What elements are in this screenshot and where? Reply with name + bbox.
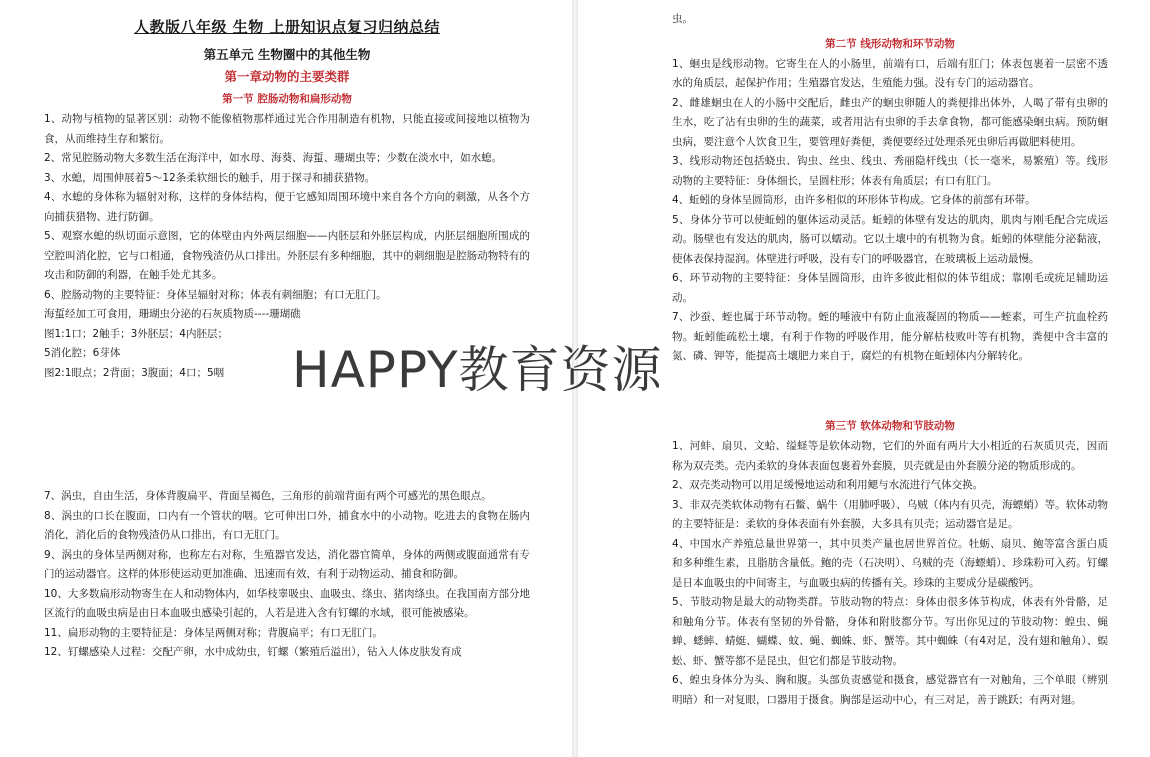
unit-heading: 第五单元 生物圈中的其他生物 [203,47,371,62]
paragraph: 5消化腔；6芽体 [44,347,121,359]
paragraph: 6、腔肠动物的主要特征：身体呈辐射对称；体表有刺细胞；有口无肛门。 [44,288,387,301]
paragraph: 4、中国水产养殖总量世界第一，其中贝类产量也居世界首位。牡蛎、扇贝、鲍等富含蛋白质和多种维生素，且脂肪含量低。鲍的壳（石决明）、乌贼的壳（海螵蛸）、珍珠粉可入药。钉螺是日本血吸虫的中间寄主，与血吸虫病的传播有关。珍珠的主要成分是碳酸钙。 [672,537,1108,589]
paragraph: 1、蛔虫是线形动物。它寄生在人的小肠里，前端有口，后端有肛门；体表包裹着一层密不透水的角质层，起保护作用；生殖器官发达，生殖能力强。没有专门的运动器官。 [672,57,1108,89]
section-heading-2: 第二节 线形动物和环节动物 [825,37,955,50]
paragraph: 9、涡虫的身体呈两侧对称，也称左右对称，生殖器官发达，消化器官简单，身体的两侧或腹面通常有专门的运动器官。这样的体形使运动更加准确、迅速而有效，有利于动物运动、捕食和防御。 [44,548,530,580]
right-page [578,0,1150,757]
left-block-a [44,110,530,383]
document-title: 人教版八年级 生物 上册知识点复习归纳总结 [134,18,440,36]
continued-text: 虫。 [672,13,693,25]
chapter-heading: 第一章动物的主要类群 [224,69,350,84]
paragraph: 5、观察水螅的纵切面示意图，它的体壁由内外两层细胞——内胚层和外胚层构成，内胚层细胞所围成的空腔叫消化腔，它与口相通，食物残渣仍从口排出。外胚层有多种细胞，其中的刺细胞是腔肠动物特有的攻击和防御的利器，在触手处尤其多。 [44,230,530,281]
watermark-text: HAPPY教育资源 [292,341,663,399]
paragraph: 4、蚯蚓的身体呈圆筒形，由许多相似的环形体节构成。它身体的前部有环带。 [672,194,1036,206]
paragraph: 3、线形动物还包括蛲虫、钩虫、丝虫、线虫、秀丽隐杆线虫（长一毫米，易繁殖）等。线形动物的主要特征：身体细长，呈圆柱形；体表有角质层；有口有肛门。 [672,155,1108,187]
paragraph: 11、扁形动物的主要特征是：身体呈两侧对称；背腹扁平；有口无肛门。 [44,626,383,639]
paragraph: 3、水螅，周围伸展着5～12条柔软细长的触手，用于探寻和捕获猎物。 [44,171,376,184]
paragraph: 2、双壳类动物可以用足缓慢地运动和利用鳃与水流进行气体交换。 [672,479,984,491]
paragraph: 5、节肢动物是最大的动物类群。节肢动物的特点：身体由很多体节构成，体表有外骨骼，足和触角分节。体表有坚韧的外骨骼，身体和附肢都分节。写出你见过的节肢动物：蝗虫、蝇蝉、蟋蟀、蜻蜓、蝴蝶、蚊、蝇、蜘蛛、虾、蟹等。其中蜘蛛（有4对足，没有翅和触角）、蜈蚣、虾、蟹等都不是昆虫，但它们都是节肢动物。 [672,596,1108,667]
paragraph: 3、非双壳类软体动物有石鳖、蜗牛（用肺呼吸）、乌贼（体内有贝壳，海螵蛸）等。软体动物的主要特征是：柔软的身体表面有外套膜，大多具有贝壳；运动器官是足。 [672,498,1108,530]
paragraph: 6、环节动物的主要特征：身体呈圆筒形，由许多彼此相似的体节组成；靠刚毛或疣足辅助运动。 [672,272,1108,304]
paragraph: 6、蝗虫身体分为头、胸和腹。头部负责感觉和摄食，感觉器官有一对触角，三个单眼（辨别明暗）和一对复眼，口器用于摄食。胸部是运动中心，有三对足，善于跳跃；有两对翅。 [672,674,1108,706]
section-heading-3: 第三节 软体动物和节肢动物 [825,420,955,432]
paragraph: 7、涡虫，自由生活，身体背腹扁平、背面呈褐色，三角形的前端背面有两个可感光的黑色眼点。 [44,490,492,502]
right-column-bottom [672,412,1108,710]
right-column-top [672,10,1108,367]
paragraph: 4、水螅的身体称为辐射对称，这样的身体结构，便于它感知周围环境中来自各个方向的刺激，从各个方向捕获猎物、进行防御。 [44,191,530,223]
paragraph: 2、雌雄蛔虫在人的小肠中交配后，雌虫产的蛔虫卵随人的粪便排出体外，人喝了带有虫卵的生水，吃了沾有虫卵的生的蔬菜，或者用沾有虫卵的手去拿食物，都可能感染蛔虫病。预防蛔虫病，要注意个人饮食卫生，要管理好粪便，粪便要经过处理杀死虫卵后再做肥料使用。 [672,96,1108,148]
paragraph: 1、动物与植物的显著区别：动物不能像植物那样通过光合作用制造有机物，只能直接或间接地以植物为食，从而维持生存和繁衍。 [44,113,530,145]
paragraph: 12、钉螺感染人过程：交配产卵，水中成幼虫，钉螺（繁殖后溢出），钻入人体皮肤发育成 [44,646,462,658]
left-block-b [44,487,530,663]
paragraph: 5、身体分节可以使蚯蚓的躯体运动灵活。蚯蚓的体壁有发达的肌肉，肌肉与刚毛配合完成运动。肠壁也有发达的肌肉，肠可以蠕动。它以土壤中的有机物为食。蚯蚓的体壁能分泌黏液，使体表保持湿润。体壁进行呼吸，没有专门的呼吸器官，在玻璃板上运动最慢。 [672,213,1108,265]
paragraph: 10、大多数扁形动物寄生在人和动物体内，如华枝睾吸虫、血吸虫、绦虫、猪肉绦虫。在我国南方部分地区流行的血吸虫病是由日本血吸虫感染引起的，人若是进入含有钉螺的水域，很可能被感染。 [44,587,530,619]
paragraph: 海蜇经加工可食用，珊瑚虫分泌的石灰质物质----珊瑚礁 [44,308,301,320]
left-column [44,16,530,383]
paragraph: 1、河蚌、扇贝、文蛤、缢蛏等是软体动物，它们的外面有两片大小相近的石灰质贝壳，因而称为双壳类。壳内柔软的身体表面包裹着外套膜，贝壳就是由外套膜分泌的物质形成的。 [672,440,1108,472]
paragraph: 2、常见腔肠动物大多数生活在海洋中，如水母、海葵、海蜇、珊瑚虫等；少数在淡水中，如水螅。 [44,152,503,164]
paragraph: 8、涡虫的口长在腹面，口内有一个管状的咽。它可伸出口外，捕食水中的小动物。吃进去的食物在肠内消化，消化后的食物残渣仍从口排出，有口无肛门。 [44,509,530,541]
left-page [0,0,572,757]
paragraph: 7、沙蚕、蛭也属于环节动物。蛭的唾液中有防止血液凝固的物质——蛭素，可生产抗血栓药物。蚯蚓能疏松土壤，有利于作物的呼吸作用，能分解枯枝败叶等有机物，粪便中含丰富的氮、磷、钾等，能提高土壤肥力来自于，腐烂的有机物在蚯蚓体内分解转化。 [672,311,1108,362]
paragraph: 图1:1口；2触手；3外胚层；4内胚层； [44,327,228,340]
paragraph: 图2:1眼点；2背面；3腹面；4口；5咽 [44,366,225,379]
section-heading-1: 第一节 腔肠动物和扁形动物 [222,93,352,105]
